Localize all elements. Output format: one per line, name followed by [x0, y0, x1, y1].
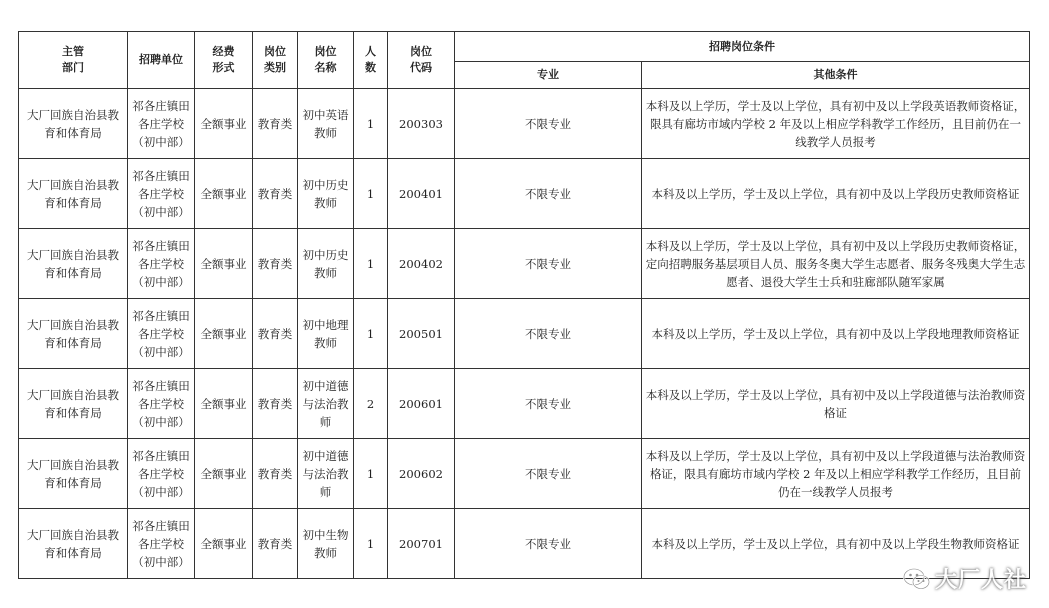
cell-category: 教育类	[253, 159, 298, 229]
cell-dept: 大厂回族自治县教育和体育局	[19, 299, 128, 369]
cell-fund: 全额事业	[195, 439, 253, 509]
cell-count: 1	[354, 89, 388, 159]
cell-major: 不限专业	[455, 369, 642, 439]
cell-category: 教育类	[253, 439, 298, 509]
cell-position: 初中地理教师	[298, 299, 354, 369]
cell-fund: 全额事业	[195, 509, 253, 579]
cell-category: 教育类	[253, 369, 298, 439]
cell-major: 不限专业	[455, 299, 642, 369]
cell-dept: 大厂回族自治县教育和体育局	[19, 159, 128, 229]
cell-position: 初中历史教师	[298, 159, 354, 229]
cell-dept: 大厂回族自治县教育和体育局	[19, 439, 128, 509]
header-dept: 主管 部门	[19, 32, 128, 89]
table-row	[19, 439, 1030, 509]
cell-dept: 大厂回族自治县教育和体育局	[19, 89, 128, 159]
cell-unit: 祁各庄镇田各庄学校（初中部）	[128, 159, 195, 229]
table-row	[19, 369, 1030, 439]
cell-code: 200701	[388, 509, 455, 579]
cell-count: 1	[354, 229, 388, 299]
cell-dept: 大厂回族自治县教育和体育局	[19, 229, 128, 299]
cell-category: 教育类	[253, 509, 298, 579]
cell-count: 1	[354, 439, 388, 509]
table-row	[19, 89, 1030, 159]
cell-position: 初中道德与法治教师	[298, 369, 354, 439]
header-fund: 经费 形式	[195, 32, 253, 89]
header-unit: 招聘单位	[128, 32, 195, 89]
cell-other: 本科及以上学历，学士及以上学位，具有初中及以上学段历史教师资格证	[642, 159, 1030, 229]
cell-other: 本科及以上学历，学士及以上学位，具有初中及以上学段生物教师资格证	[642, 509, 1030, 579]
cell-count: 1	[354, 509, 388, 579]
cell-major: 不限专业	[455, 439, 642, 509]
table-row	[19, 509, 1030, 579]
cell-unit: 祁各庄镇田各庄学校（初中部）	[128, 299, 195, 369]
cell-dept: 大厂回族自治县教育和体育局	[19, 369, 128, 439]
cell-fund: 全额事业	[195, 159, 253, 229]
cell-code: 200601	[388, 369, 455, 439]
cell-unit: 祁各庄镇田各庄学校（初中部）	[128, 89, 195, 159]
cell-other: 本科及以上学历，学士及以上学位，具有初中及以上学段英语教师资格证，限具有廊坊市域内学校 2 年及以上相应学科教学工作经历，且目前仍在一线教学人员报考	[642, 89, 1030, 159]
cell-position: 初中英语教师	[298, 89, 354, 159]
cell-unit: 祁各庄镇田各庄学校（初中部）	[128, 229, 195, 299]
watermark-text: 大厂人社	[934, 568, 1027, 593]
cell-code: 200501	[388, 299, 455, 369]
cell-category: 教育类	[253, 89, 298, 159]
cell-other: 本科及以上学历，学士及以上学位，具有初中及以上学段道德与法治教师资格证，限具有廊坊市域内学校 2 年及以上相应学科教学工作经历，且目前仍在一线教学人员报考	[642, 439, 1030, 509]
cell-position: 初中生物教师	[298, 509, 354, 579]
cell-dept: 大厂回族自治县教育和体育局	[19, 509, 128, 579]
header-major: 专业	[455, 62, 642, 89]
cell-count: 2	[354, 369, 388, 439]
cell-major: 不限专业	[455, 229, 642, 299]
table-row	[19, 299, 1030, 369]
header-category: 岗位 类别	[253, 32, 298, 89]
table-row	[19, 229, 1030, 299]
cell-fund: 全额事业	[195, 229, 253, 299]
cell-unit: 祁各庄镇田各庄学校（初中部）	[128, 369, 195, 439]
watermark	[903, 563, 1027, 594]
header-row-1	[19, 32, 1030, 62]
cell-code: 200303	[388, 89, 455, 159]
header-code: 岗位 代码	[388, 32, 455, 89]
cell-other: 本科及以上学历，学士及以上学位，具有初中及以上学段道德与法治教师资格证	[642, 369, 1030, 439]
recruitment-table	[18, 31, 1030, 579]
table-row	[19, 159, 1030, 229]
cell-other: 本科及以上学历，学士及以上学位，具有初中及以上学段历史教师资格证，定向招聘服务基层项目人员、服务冬奥大学生志愿者、服务冬残奥大学生志愿者、退役大学生士兵和驻廊部队随军家属	[642, 229, 1030, 299]
cell-fund: 全额事业	[195, 299, 253, 369]
header-position: 岗位 名称	[298, 32, 354, 89]
cell-position: 初中道德与法治教师	[298, 439, 354, 509]
cell-code: 200402	[388, 229, 455, 299]
header-count: 人 数	[354, 32, 388, 89]
cell-category: 教育类	[253, 229, 298, 299]
header-conditions: 招聘岗位条件	[455, 32, 1030, 62]
cell-major: 不限专业	[455, 89, 642, 159]
cell-fund: 全额事业	[195, 369, 253, 439]
cell-count: 1	[354, 299, 388, 369]
cell-other: 本科及以上学历，学士及以上学位，具有初中及以上学段地理教师资格证	[642, 299, 1030, 369]
header-other: 其他条件	[642, 62, 1030, 89]
cell-major: 不限专业	[455, 509, 642, 579]
cell-major: 不限专业	[455, 159, 642, 229]
wechat-icon	[903, 567, 931, 591]
cell-position: 初中历史教师	[298, 229, 354, 299]
cell-unit: 祁各庄镇田各庄学校（初中部）	[128, 439, 195, 509]
cell-category: 教育类	[253, 299, 298, 369]
cell-code: 200602	[388, 439, 455, 509]
cell-unit: 祁各庄镇田各庄学校（初中部）	[128, 509, 195, 579]
cell-fund: 全额事业	[195, 89, 253, 159]
cell-code: 200401	[388, 159, 455, 229]
cell-count: 1	[354, 159, 388, 229]
